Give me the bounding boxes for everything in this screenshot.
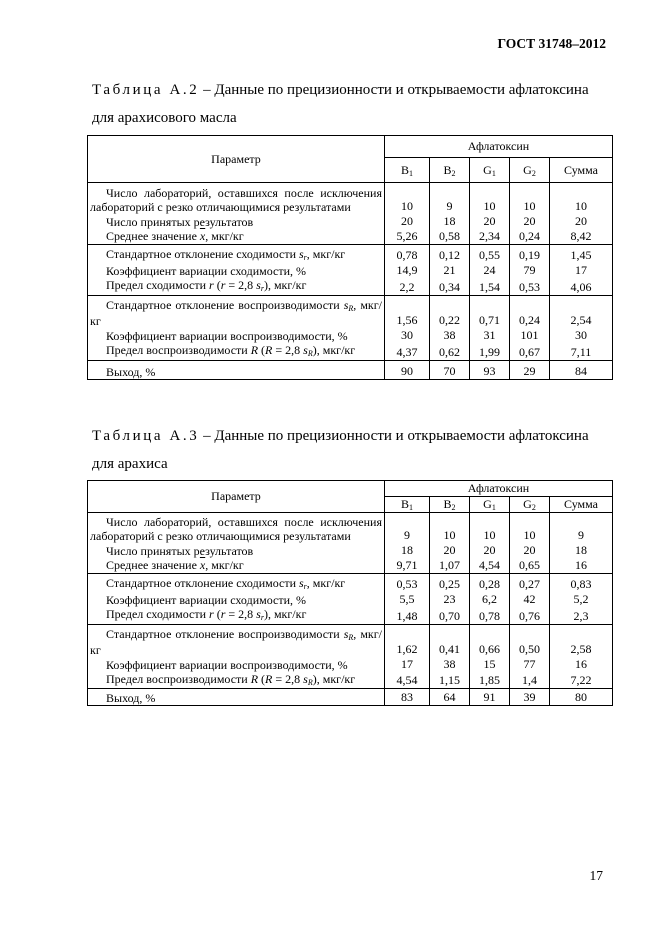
- header-b1: $B_1$: [385, 497, 430, 513]
- cell-sd-repro-g2: 0,50: [510, 625, 550, 658]
- table-row: [88, 278, 613, 296]
- cell-accepted-g1: 20: [470, 214, 510, 229]
- cell-labs-b1: 9: [385, 513, 430, 544]
- cell-sd-rep-b2: 0,12: [430, 245, 470, 264]
- cell-cv-repro-b2: 38: [430, 657, 470, 672]
- cell-sd-repro-g1: 0,71: [470, 296, 510, 329]
- table-row: [88, 574, 613, 593]
- row-label-accepted: Число принятых результатов: [88, 543, 385, 558]
- header-g2: $G_2$: [510, 497, 550, 513]
- cell-sd-repro-g2: 0,24: [510, 296, 550, 329]
- cell-mean-b1: 5,26: [385, 229, 430, 245]
- table-row: [88, 513, 613, 544]
- cell-sd-repro-g1: 0,66: [470, 625, 510, 658]
- cell-lim-repro-sum: 7,11: [550, 343, 613, 361]
- cell-cv-rep-g2: 79: [510, 263, 550, 278]
- table-row: [88, 214, 613, 229]
- cell-accepted-sum: 20: [550, 214, 613, 229]
- cell-mean-g1: 2,34: [470, 229, 510, 245]
- cell-yield-b2: 70: [430, 361, 470, 380]
- table-row: [88, 328, 613, 343]
- cell-sd-repro-b1: 1,62: [385, 625, 430, 658]
- cell-mean-g2: 0,24: [510, 229, 550, 245]
- header-aflatoxin: Афлатоксин: [385, 136, 613, 158]
- row-label-labs: Число лабораторий, оставшихся после исключения лабораторий с резко отличающимися результатами: [88, 183, 385, 215]
- cell-yield-g2: 29: [510, 361, 550, 380]
- row-label-sd-rep: Стандартное отклонение сходимости $s_r$, мкг/кг: [88, 245, 385, 264]
- cell-accepted-b1: 18: [385, 543, 430, 558]
- row-label-lim-repro: Предел воспроизводимости R (R = 2,8 $s_R$), мкг/кг: [88, 343, 385, 361]
- table-row: [88, 689, 613, 706]
- header-g1: $G_1$: [470, 497, 510, 513]
- cell-accepted-g1: 20: [470, 543, 510, 558]
- cell-mean-b2: 1,07: [430, 558, 470, 574]
- cell-yield-g1: 91: [470, 689, 510, 706]
- row-label-yield: Выход, %: [88, 361, 385, 380]
- cell-lim-repro-g1: 1,85: [470, 672, 510, 689]
- cell-sd-repro-sum: 2,54: [550, 296, 613, 329]
- row-label-cv-rep: Коэффициент вариации сходимости, %: [88, 592, 385, 607]
- row-label-mean: Среднее значение $\overline{x}$, мкг/кг: [88, 229, 385, 245]
- cell-cv-rep-g1: 6,2: [470, 592, 510, 607]
- cell-sd-rep-g2: 0,27: [510, 574, 550, 593]
- cell-labs-g1: 10: [470, 183, 510, 215]
- header-sum: Сумма: [550, 497, 613, 513]
- cell-cv-repro-sum: 30: [550, 328, 613, 343]
- table-row: [88, 592, 613, 607]
- cell-accepted-b2: 20: [430, 543, 470, 558]
- cell-sd-rep-g1: 0,28: [470, 574, 510, 593]
- cell-mean-sum: 16: [550, 558, 613, 574]
- cell-cv-rep-b1: 5,5: [385, 592, 430, 607]
- table-row: [88, 543, 613, 558]
- cell-sd-rep-g2: 0,19: [510, 245, 550, 264]
- cell-yield-g1: 93: [470, 361, 510, 380]
- cell-labs-sum: 9: [550, 513, 613, 544]
- table-row: [88, 245, 613, 264]
- page-number: 17: [589, 868, 603, 883]
- table-a2-title: – Данные по прецизионности и открываемости афлатоксина для арахисового масла: [92, 82, 589, 126]
- row-label-cv-rep: Коэффициент вариации сходимости, %: [88, 263, 385, 278]
- row-label-lim-rep: Предел сходимости r (r = 2,8 $s_r$), мкг/кг: [88, 278, 385, 296]
- header-parameter: Параметр: [88, 136, 385, 183]
- cell-cv-rep-sum: 5,2: [550, 592, 613, 607]
- header-b1: $B_1$: [385, 158, 430, 183]
- header-aflatoxin: Афлатоксин: [385, 481, 613, 497]
- cell-cv-repro-g2: 77: [510, 657, 550, 672]
- cell-labs-sum: 10: [550, 183, 613, 215]
- cell-labs-g2: 10: [510, 183, 550, 215]
- header-parameter: Параметр: [88, 481, 385, 513]
- cell-lim-rep-b2: 0,70: [430, 607, 470, 625]
- table-a3-label: Таблица А.3: [92, 428, 200, 444]
- cell-accepted-b2: 18: [430, 214, 470, 229]
- cell-lim-repro-sum: 7,22: [550, 672, 613, 689]
- standard-number: ГОСТ 31748–2012: [497, 36, 606, 51]
- cell-cv-repro-g2: 101: [510, 328, 550, 343]
- cell-cv-repro-g1: 31: [470, 328, 510, 343]
- table-a2: [87, 135, 613, 380]
- row-label-cv-repro: Коэффициент вариации воспроизводимости, %: [88, 657, 385, 672]
- cell-labs-g2: 10: [510, 513, 550, 544]
- table-a3-title: – Данные по прецизионности и открываемости афлатоксина для арахиса: [92, 428, 589, 472]
- cell-lim-repro-b2: 0,62: [430, 343, 470, 361]
- cell-lim-rep-b2: 0,34: [430, 278, 470, 296]
- cell-sd-rep-b1: 0,78: [385, 245, 430, 264]
- row-label-accepted: Число принятых результатов: [88, 214, 385, 229]
- cell-sd-rep-sum: 1,45: [550, 245, 613, 264]
- table-a2-caption: [92, 76, 608, 132]
- cell-lim-repro-g2: 1,4: [510, 672, 550, 689]
- header-g2: $G_2$: [510, 158, 550, 183]
- table-row: [88, 263, 613, 278]
- cell-yield-sum: 80: [550, 689, 613, 706]
- row-label-lim-rep: Предел сходимости r (r = 2,8 $s_r$), мкг/кг: [88, 607, 385, 625]
- cell-cv-repro-sum: 16: [550, 657, 613, 672]
- cell-mean-g2: 0,65: [510, 558, 550, 574]
- table-row: [88, 558, 613, 574]
- cell-cv-rep-sum: 17: [550, 263, 613, 278]
- cell-mean-b1: 9,71: [385, 558, 430, 574]
- cell-sd-repro-b2: 0,22: [430, 296, 470, 329]
- cell-sd-rep-b1: 0,53: [385, 574, 430, 593]
- row-label-cv-repro: Коэффициент вариации воспроизводимости, %: [88, 328, 385, 343]
- table-row: [88, 229, 613, 245]
- cell-lim-rep-g2: 0,53: [510, 278, 550, 296]
- cell-cv-rep-g2: 42: [510, 592, 550, 607]
- cell-sd-rep-b2: 0,25: [430, 574, 470, 593]
- table-row: [88, 672, 613, 689]
- header-b2: $B_2$: [430, 497, 470, 513]
- row-label-mean: Среднее значение $\overline{x}$, мкг/кг: [88, 558, 385, 574]
- cell-yield-b1: 83: [385, 689, 430, 706]
- cell-yield-g2: 39: [510, 689, 550, 706]
- cell-accepted-g2: 20: [510, 214, 550, 229]
- cell-yield-b1: 90: [385, 361, 430, 380]
- cell-cv-repro-b2: 38: [430, 328, 470, 343]
- table-row: [88, 625, 613, 658]
- table-row: [88, 183, 613, 215]
- table-row: [88, 657, 613, 672]
- row-label-sd-repro: Стандартное отклонение воспроизводимости $s_R$, мкг/кг: [88, 625, 385, 658]
- cell-labs-b1: 10: [385, 183, 430, 215]
- cell-yield-sum: 84: [550, 361, 613, 380]
- cell-cv-rep-b2: 23: [430, 592, 470, 607]
- cell-sd-repro-b1: 1,56: [385, 296, 430, 329]
- cell-sd-rep-g1: 0,55: [470, 245, 510, 264]
- cell-cv-repro-g1: 15: [470, 657, 510, 672]
- cell-labs-b2: 10: [430, 513, 470, 544]
- cell-cv-rep-b2: 21: [430, 263, 470, 278]
- cell-lim-rep-sum: 4,06: [550, 278, 613, 296]
- cell-cv-rep-b1: 14,9: [385, 263, 430, 278]
- cell-mean-sum: 8,42: [550, 229, 613, 245]
- cell-sd-repro-b2: 0,41: [430, 625, 470, 658]
- cell-lim-rep-g1: 1,54: [470, 278, 510, 296]
- row-label-lim-repro: Предел воспроизводимости R (R = 2,8 $s_R$), мкг/кг: [88, 672, 385, 689]
- cell-sd-rep-sum: 0,83: [550, 574, 613, 593]
- header-b2: $B_2$: [430, 158, 470, 183]
- cell-mean-g1: 4,54: [470, 558, 510, 574]
- cell-labs-g1: 10: [470, 513, 510, 544]
- row-label-labs: Число лабораторий, оставшихся после исключения лабораторий с резко отличающимися результатами: [88, 513, 385, 544]
- cell-lim-repro-b1: 4,54: [385, 672, 430, 689]
- cell-labs-b2: 9: [430, 183, 470, 215]
- cell-mean-b2: 0,58: [430, 229, 470, 245]
- cell-accepted-g2: 20: [510, 543, 550, 558]
- cell-lim-repro-b2: 1,15: [430, 672, 470, 689]
- cell-accepted-b1: 20: [385, 214, 430, 229]
- cell-sd-repro-sum: 2,58: [550, 625, 613, 658]
- table-row: [88, 343, 613, 361]
- table-row: [88, 296, 613, 329]
- header-sum: Сумма: [550, 158, 613, 183]
- cell-lim-rep-g2: 0,76: [510, 607, 550, 625]
- row-label-sd-rep: Стандартное отклонение сходимости $s_r$, мкг/кг: [88, 574, 385, 593]
- cell-cv-repro-b1: 30: [385, 328, 430, 343]
- cell-lim-rep-b1: 2,2: [385, 278, 430, 296]
- cell-lim-repro-b1: 4,37: [385, 343, 430, 361]
- table-row: [88, 361, 613, 380]
- cell-cv-rep-g1: 24: [470, 263, 510, 278]
- row-label-yield: Выход, %: [88, 689, 385, 706]
- cell-lim-rep-b1: 1,48: [385, 607, 430, 625]
- table-a2-label: Таблица А.2: [92, 82, 200, 98]
- cell-lim-repro-g1: 1,99: [470, 343, 510, 361]
- table-a3: [87, 480, 613, 706]
- cell-lim-rep-g1: 0,78: [470, 607, 510, 625]
- table-a3-caption: [92, 422, 608, 478]
- cell-lim-rep-sum: 2,3: [550, 607, 613, 625]
- table-row: [88, 607, 613, 625]
- cell-cv-repro-b1: 17: [385, 657, 430, 672]
- cell-accepted-sum: 18: [550, 543, 613, 558]
- cell-lim-repro-g2: 0,67: [510, 343, 550, 361]
- row-label-sd-repro: Стандартное отклонение воспроизводимости $s_R$, мкг/кг: [88, 296, 385, 329]
- cell-yield-b2: 64: [430, 689, 470, 706]
- header-g1: $G_1$: [470, 158, 510, 183]
